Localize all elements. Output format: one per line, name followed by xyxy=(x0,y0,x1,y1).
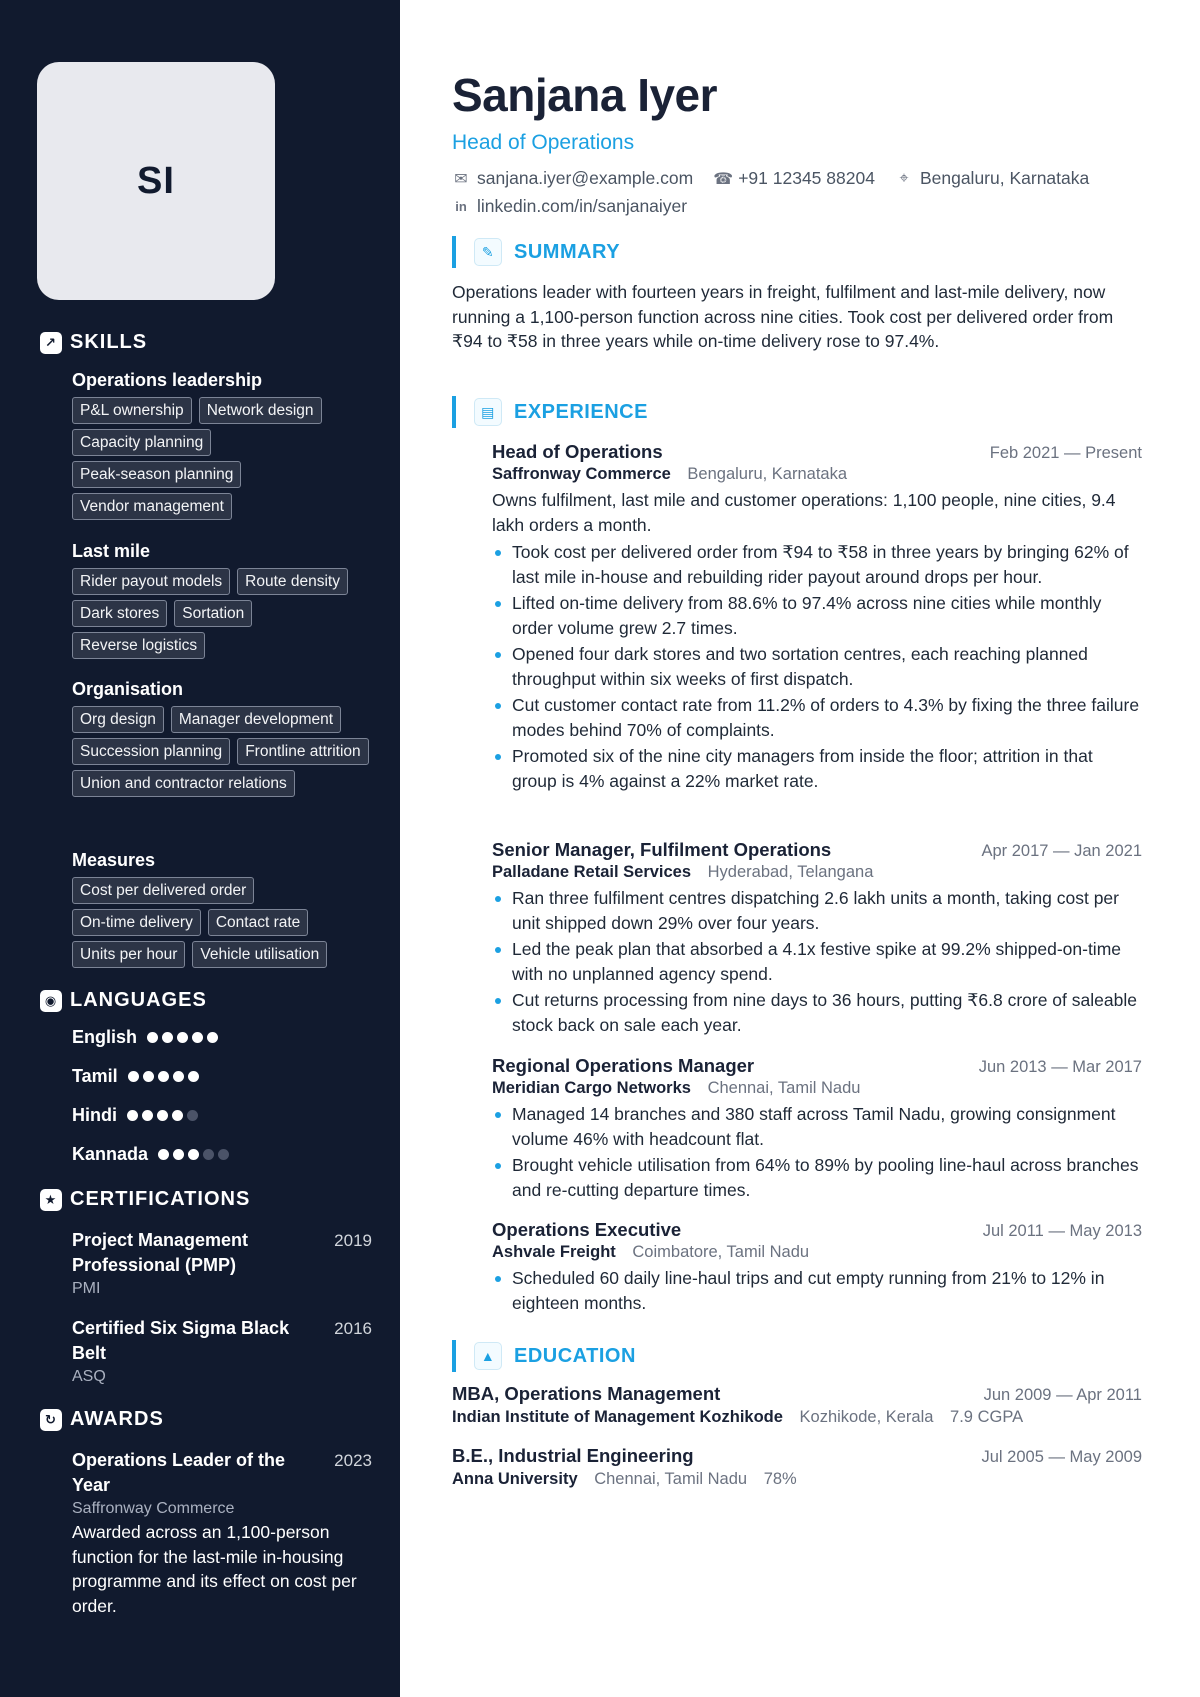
certification-issuer: ASQ xyxy=(72,1368,106,1385)
language-row xyxy=(72,1105,198,1126)
skill-chip: Cost per delivered order xyxy=(72,877,254,904)
level-dot-empty xyxy=(218,1149,229,1160)
level-dot-filled xyxy=(157,1110,168,1121)
awards-heading-label: AWARDS xyxy=(70,1408,164,1430)
language-name: English xyxy=(72,1027,138,1047)
job-bullet: Took cost per delivered order from ₹94 to ₹58 in three years by bringing 62% of last mile in-house and rebuilding rider payout around drops per hour. xyxy=(492,540,1142,589)
skill-group xyxy=(72,850,382,968)
level-dot-filled xyxy=(188,1149,199,1160)
skill-chip: Units per hour xyxy=(72,941,185,968)
job-location: Coimbatore, Tamil Nadu xyxy=(632,1243,810,1261)
graduation-cap-icon: ▲ xyxy=(474,1342,502,1370)
phone-text: +91 12345 88204 xyxy=(738,168,875,188)
level-dot-filled xyxy=(173,1071,184,1082)
skill-chip: Dark stores xyxy=(72,600,167,627)
skill-chip: Vendor management xyxy=(72,493,232,520)
level-dot-empty xyxy=(187,1110,198,1121)
skill-chip: Manager development xyxy=(171,706,341,733)
skill-group-title: Last mile xyxy=(72,541,151,561)
skill-group-title: Organisation xyxy=(72,679,184,699)
level-dot-filled xyxy=(127,1110,138,1121)
job-bullet: Promoted six of the nine city managers from inside the floor; attrition in that group is 4% against a 22% market rate. xyxy=(492,744,1142,793)
skill-chip: Rider payout models xyxy=(72,568,230,595)
location-text: Bengaluru, Karnataka xyxy=(919,168,1090,188)
job-dates: Jun 2013 — Mar 2017 xyxy=(978,1058,1142,1076)
skill-chip: Union and contractor relations xyxy=(72,770,295,797)
linkedin-contact[interactable] xyxy=(452,196,687,217)
languages-heading xyxy=(40,989,207,1012)
skill-chip: On-time delivery xyxy=(72,909,201,936)
level-dot-filled xyxy=(128,1071,139,1082)
avatar: SI xyxy=(37,62,275,300)
certification-year: 2019 xyxy=(334,1231,372,1250)
job-bullet: Led the peak plan that absorbed a 4.1x festive spike at 99.2% shipped-on-time with no unplanned agency spend. xyxy=(492,937,1142,986)
experience-item xyxy=(492,839,1142,1039)
education-school: Indian Institute of Management Kozhikode xyxy=(452,1408,783,1426)
email-contact[interactable] xyxy=(452,168,693,189)
experience-heading-label: EXPERIENCE xyxy=(514,400,648,423)
job-title: Regional Operations Manager xyxy=(492,1055,755,1076)
contact-row xyxy=(452,168,1089,189)
job-company: Meridian Cargo Networks xyxy=(492,1079,691,1097)
skill-chip: Sortation xyxy=(174,600,252,627)
job-title: Operations Executive xyxy=(492,1219,682,1240)
award-issuer: Saffronway Commerce xyxy=(72,1500,235,1517)
linkedin-text: linkedin.com/in/sanjanaiyer xyxy=(477,196,688,216)
education-heading-label: EDUCATION xyxy=(514,1344,636,1367)
summary-heading-label: SUMMARY xyxy=(514,240,621,263)
skills-heading xyxy=(40,331,147,354)
experience-item xyxy=(492,441,1142,795)
language-level xyxy=(127,1110,198,1121)
skill-chip: Capacity planning xyxy=(72,429,211,456)
section-accent-bar xyxy=(452,396,456,428)
job-dates: Apr 2017 — Jan 2021 xyxy=(981,842,1142,860)
globe-icon: ◉ xyxy=(40,990,62,1012)
language-name: Kannada xyxy=(72,1144,149,1164)
contact-row-2 xyxy=(452,196,687,217)
job-bullet: Scheduled 60 daily line-haul trips and cut empty running from 21% to 12% in eighteen months. xyxy=(492,1266,1142,1315)
job-bullet: Cut returns processing from nine days to 36 hours, putting ₹6.8 crore of saleable stock back on sale each year. xyxy=(492,988,1142,1037)
education-item xyxy=(452,1383,1142,1427)
skill-group xyxy=(72,370,382,520)
certification-title: Certified Six Sigma Black Belt xyxy=(72,1318,290,1363)
level-dot-filled xyxy=(188,1071,199,1082)
education-degree: B.E., Industrial Engineering xyxy=(452,1445,694,1466)
level-dot-filled xyxy=(192,1032,203,1043)
level-dot-empty xyxy=(203,1149,214,1160)
level-dot-filled xyxy=(173,1149,184,1160)
skill-chip: Contact rate xyxy=(208,909,308,936)
job-location: Bengaluru, Karnataka xyxy=(687,465,848,483)
summary-heading xyxy=(452,236,620,268)
level-dot-filled xyxy=(143,1071,154,1082)
language-level xyxy=(147,1032,218,1043)
sidebar xyxy=(0,0,400,1697)
award-year: 2023 xyxy=(334,1451,372,1470)
job-title: Senior Manager, Fulfilment Operations xyxy=(492,839,832,860)
language-name: Tamil xyxy=(72,1066,118,1086)
skill-chip: Network design xyxy=(199,397,322,424)
certification-year: 2016 xyxy=(334,1319,372,1338)
education-dates: Jun 2009 — Apr 2011 xyxy=(983,1386,1142,1404)
education-heading xyxy=(452,1340,636,1372)
education-location: Kozhikode, Kerala xyxy=(799,1408,934,1426)
skill-group xyxy=(72,679,382,797)
award-description: Awarded across an 1,100-person function for the last-mile in-housing programme and its effect on cost per order. xyxy=(72,1522,357,1616)
job-location: Hyderabad, Telangana xyxy=(707,863,874,881)
level-dot-filled xyxy=(207,1032,218,1043)
level-dot-filled xyxy=(177,1032,188,1043)
job-bullet: Ran three fulfilment centres dispatching 2.6 lakh units a month, taking cost per unit shipped down 29% over four years. xyxy=(492,886,1142,935)
certifications-heading xyxy=(40,1188,250,1211)
level-dot-filled xyxy=(158,1149,169,1160)
level-dot-filled xyxy=(158,1071,169,1082)
language-name: Hindi xyxy=(72,1105,117,1125)
skill-chip: Org design xyxy=(72,706,164,733)
certification-item xyxy=(72,1316,372,1388)
skill-chip: Peak-season planning xyxy=(72,461,241,488)
job-bullet: Lifted on-time delivery from 88.6% to 97.4% across nine cities while monthly order volume grew 2.7 times. xyxy=(492,591,1142,640)
experience-item xyxy=(492,1055,1142,1204)
job-dates: Jul 2011 — May 2013 xyxy=(982,1222,1142,1240)
summary-text: Operations leader with fourteen years in freight, fulfilment and last-mile delivery, now running a 1,100-person function across nine cities. Took cost per delivered order from ₹94 to ₹58 in three years while on-time delivery rose to 97.4%. xyxy=(452,282,1114,351)
languages-heading-label: LANGUAGES xyxy=(70,989,207,1011)
job-bullet: Managed 14 branches and 380 staff across Tamil Nadu, growing consignment volume 46% with headcount flat. xyxy=(492,1102,1142,1151)
job-dates: Feb 2021 — Present xyxy=(989,444,1142,462)
skill-chip: Route density xyxy=(237,568,348,595)
award-title: Operations Leader of the Year xyxy=(72,1450,286,1495)
certification-item xyxy=(72,1228,372,1300)
skill-chip: Succession planning xyxy=(72,738,230,765)
education-location: Chennai, Tamil Nadu xyxy=(594,1470,748,1488)
phone-icon: ☎ xyxy=(713,170,734,188)
linkedin-icon: in xyxy=(455,199,467,214)
skills-heading-label: SKILLS xyxy=(70,331,148,353)
badge-icon: ★ xyxy=(40,1189,62,1211)
job-intro: Owns fulfilment, last mile and customer operations: 1,100 people, nine cities, 9.4 lakh orders a month. xyxy=(492,490,1116,535)
email-text: sanjana.iyer@example.com xyxy=(477,168,694,188)
job-company: Saffronway Commerce xyxy=(492,465,671,483)
certifications-heading-label: CERTIFICATIONS xyxy=(70,1188,251,1210)
education-degree: MBA, Operations Management xyxy=(452,1383,721,1404)
job-location: Chennai, Tamil Nadu xyxy=(707,1079,861,1097)
certification-issuer: PMI xyxy=(72,1280,101,1297)
job-bullet: Opened four dark stores and two sortation centres, each reaching planned throughput within six weeks of first dispatch. xyxy=(492,642,1142,691)
education-grade: 78% xyxy=(763,1470,797,1488)
language-row xyxy=(72,1144,229,1165)
section-accent-bar xyxy=(452,236,456,268)
level-dot-filled xyxy=(147,1032,158,1043)
skill-chip: Frontline attrition xyxy=(237,738,368,765)
skill-chip: P&L ownership xyxy=(72,397,192,424)
awards-heading xyxy=(40,1408,164,1431)
skills-icon: ↗ xyxy=(40,332,62,354)
language-row xyxy=(72,1066,199,1087)
job-company: Ashvale Freight xyxy=(492,1243,616,1261)
skill-chip: Vehicle utilisation xyxy=(192,941,327,968)
experience-heading xyxy=(452,396,648,428)
phone-contact[interactable] xyxy=(713,168,875,189)
skill-group-title: Operations leadership xyxy=(72,370,263,390)
location-contact xyxy=(895,168,1089,189)
trophy-icon: ↻ xyxy=(40,1409,62,1431)
location-pin-icon: ⌖ xyxy=(899,169,909,187)
skill-group xyxy=(72,541,382,659)
section-accent-bar xyxy=(452,1340,456,1372)
education-school: Anna University xyxy=(452,1470,578,1488)
job-title: Head of Operations xyxy=(492,441,663,462)
candidate-role: Head of Operations xyxy=(452,131,635,154)
award-item xyxy=(72,1448,372,1618)
candidate-name: Sanjana Iyer xyxy=(452,69,718,121)
job-company: Palladane Retail Services xyxy=(492,863,692,881)
certification-title: Project Management Professional (PMP) xyxy=(72,1230,249,1275)
education-item xyxy=(452,1445,1142,1489)
language-level xyxy=(158,1149,229,1160)
job-bullet: Cut customer contact rate from 11.2% of orders to 4.3% by fixing the three failure modes behind 70% of complaints. xyxy=(492,693,1142,742)
skill-group-title: Measures xyxy=(72,850,156,870)
level-dot-filled xyxy=(142,1110,153,1121)
language-row xyxy=(72,1027,218,1048)
education-dates: Jul 2005 — May 2009 xyxy=(981,1448,1142,1466)
level-dot-filled xyxy=(172,1110,183,1121)
level-dot-filled xyxy=(162,1032,173,1043)
experience-item xyxy=(492,1219,1142,1317)
pen-icon: ✎ xyxy=(474,238,502,266)
language-level xyxy=(128,1071,199,1082)
briefcase-icon: ▤ xyxy=(474,398,502,426)
education-grade: 7.9 CGPA xyxy=(950,1408,1024,1426)
skill-chip: Reverse logistics xyxy=(72,632,205,659)
mail-icon: ✉ xyxy=(454,170,468,188)
job-bullet: Brought vehicle utilisation from 64% to 89% by pooling line-haul across branches and re-cutting departure times. xyxy=(492,1153,1142,1202)
